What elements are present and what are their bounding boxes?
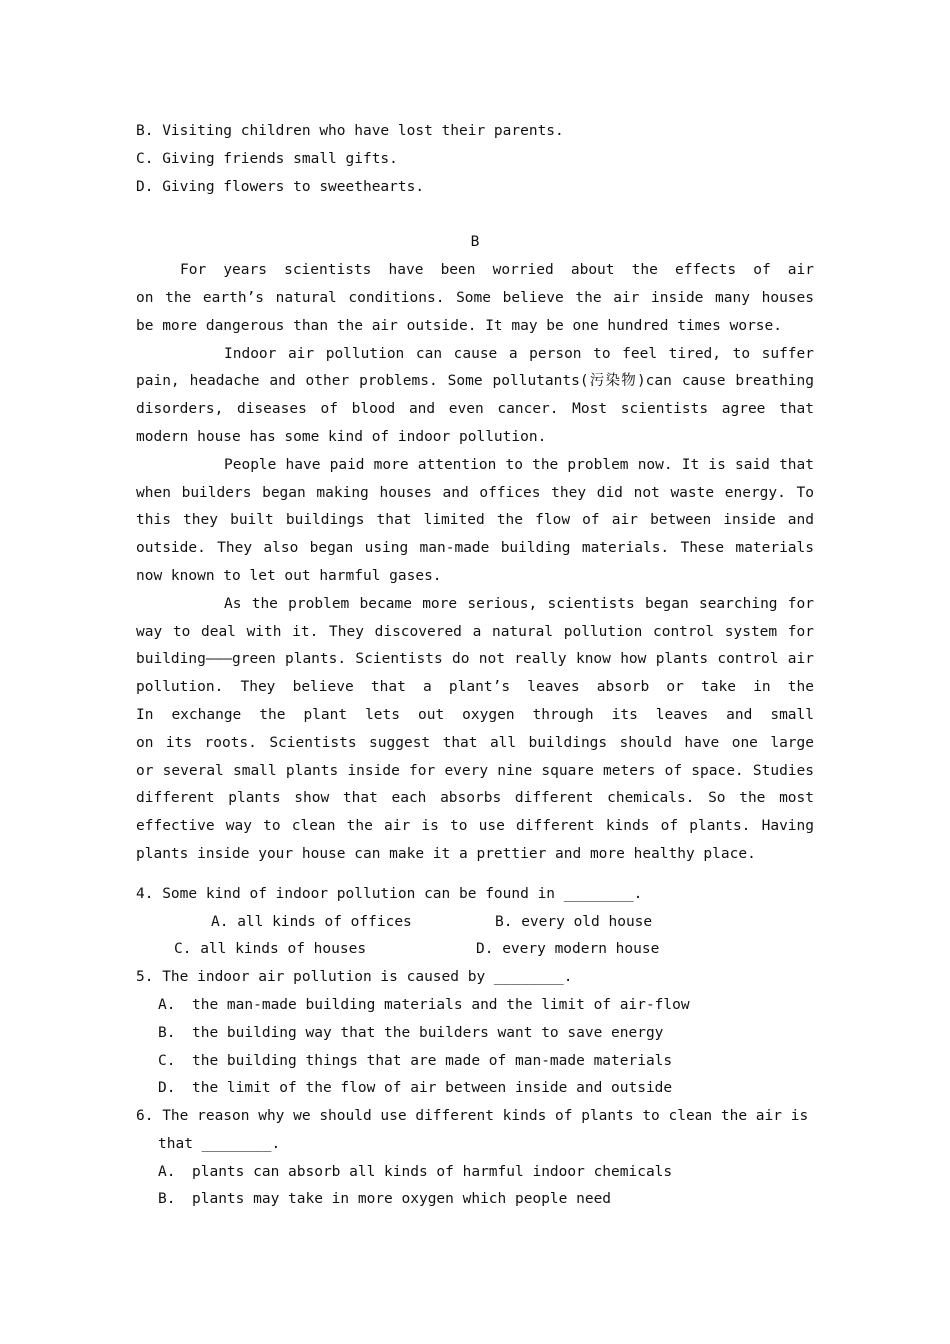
option-text: the man-made building materials and the limit of air-flow xyxy=(192,996,690,1013)
text-line: pain, headache and other problems. Some pollutants(污染物)can cause breathing xyxy=(136,373,814,390)
text-line: this they built buildings that limited the flow of air between inside and xyxy=(136,512,814,529)
option-a xyxy=(136,1159,814,1187)
passage xyxy=(136,257,814,869)
text-line: In exchange the plant lets out oxygen through its leaves and small xyxy=(136,706,814,723)
text-line: Indoor air pollution can cause a person to feel tired, to suffer xyxy=(224,345,814,362)
option-label: B. xyxy=(158,1024,176,1041)
text-line: different plants show that each absorbs different chemicals. So the most xyxy=(136,790,814,807)
text-line: building———green plants. Scientists do not really know how plants control air xyxy=(136,651,814,668)
paragraph-3 xyxy=(136,452,814,591)
option-c: C. Giving friends small gifts. xyxy=(136,150,398,167)
question-stem: 5. The indoor air pollution is caused by ________. xyxy=(136,969,573,986)
paragraph-2 xyxy=(136,341,814,452)
paragraph-4 xyxy=(136,591,814,869)
text-line: For years scientists have been worried about the effects of air xyxy=(180,262,814,279)
question-stem: 4. Some kind of indoor pollution can be found in ________. xyxy=(136,885,643,902)
text-line: pollution. They believe that a plant’s leaves absorb or take in the xyxy=(136,679,814,696)
text-line: plants inside your house can make it a prettier and more healthy place. xyxy=(136,845,756,862)
paragraph-1 xyxy=(136,257,814,340)
option-label: A. xyxy=(158,996,176,1013)
text-line: modern house has some kind of indoor pollution. xyxy=(136,428,547,445)
option-a xyxy=(136,992,814,1020)
text-line: As the problem became more serious, scientists began searching for xyxy=(224,595,814,612)
option-text: the limit of the flow of air between inside and outside xyxy=(192,1080,673,1097)
text-line: now known to let out harmful gases. xyxy=(136,567,442,584)
question-4 xyxy=(136,881,814,964)
previous-question-options xyxy=(136,118,814,201)
option-b: B. every old house xyxy=(495,913,653,930)
option-text: the building things that are made of man-made materials xyxy=(192,1052,673,1069)
document-page xyxy=(136,118,814,1214)
option-d: D. every modern house xyxy=(476,941,660,958)
option-a: A. all kinds of offices xyxy=(211,913,412,930)
text-line: or several small plants inside for every nine square meters of space. Studies xyxy=(136,762,814,779)
option-c xyxy=(136,1048,814,1076)
text-line: effective way to clean the air is to use different kinds of plants. Having xyxy=(136,818,814,835)
text-line: way to deal with it. They discovered a natural pollution control system for xyxy=(136,623,814,640)
text-line: People have paid more attention to the problem now. It is said that xyxy=(224,456,814,473)
question-stem: 6. The reason why we should use different kinds of plants to clean the air is xyxy=(136,1108,809,1125)
question-5 xyxy=(136,964,814,1103)
text-line: when builders began making houses and offices they did not waste energy. To xyxy=(136,484,814,501)
text-line: be more dangerous than the air outside. It may be one hundred times worse. xyxy=(136,317,783,334)
option-label: B. xyxy=(158,1191,176,1208)
text-line: disorders, diseases of blood and even cancer. Most scientists agree that xyxy=(136,401,814,418)
option-row xyxy=(136,936,814,964)
option-text: plants can absorb all kinds of harmful indoor chemicals xyxy=(192,1163,673,1180)
option-b xyxy=(136,1186,814,1214)
text-line: on the earth’s natural conditions. Some believe the air inside many houses xyxy=(136,289,814,306)
option-label: C. xyxy=(158,1052,176,1069)
option-d: D. Giving flowers to sweethearts. xyxy=(136,178,425,195)
option-text: plants may take in more oxygen which people need xyxy=(192,1191,612,1208)
option-b: B. Visiting children who have lost their parents. xyxy=(136,123,564,139)
question-6 xyxy=(136,1103,814,1214)
option-d xyxy=(136,1075,814,1103)
option-label: A. xyxy=(158,1163,176,1180)
text-line: outside. They also began using man-made building materials. These materials xyxy=(136,540,814,557)
section-title: B xyxy=(470,234,480,251)
option-c: C. all kinds of houses xyxy=(174,941,367,958)
option-b xyxy=(136,1020,814,1048)
option-label: D. xyxy=(158,1080,176,1097)
text-line: on its roots. Scientists suggest that all buildings should have one large xyxy=(136,734,814,751)
option-text: the building way that the builders want to save energy xyxy=(192,1024,664,1041)
option-row xyxy=(136,909,814,937)
question-stem-continued: that ________. xyxy=(158,1135,281,1152)
